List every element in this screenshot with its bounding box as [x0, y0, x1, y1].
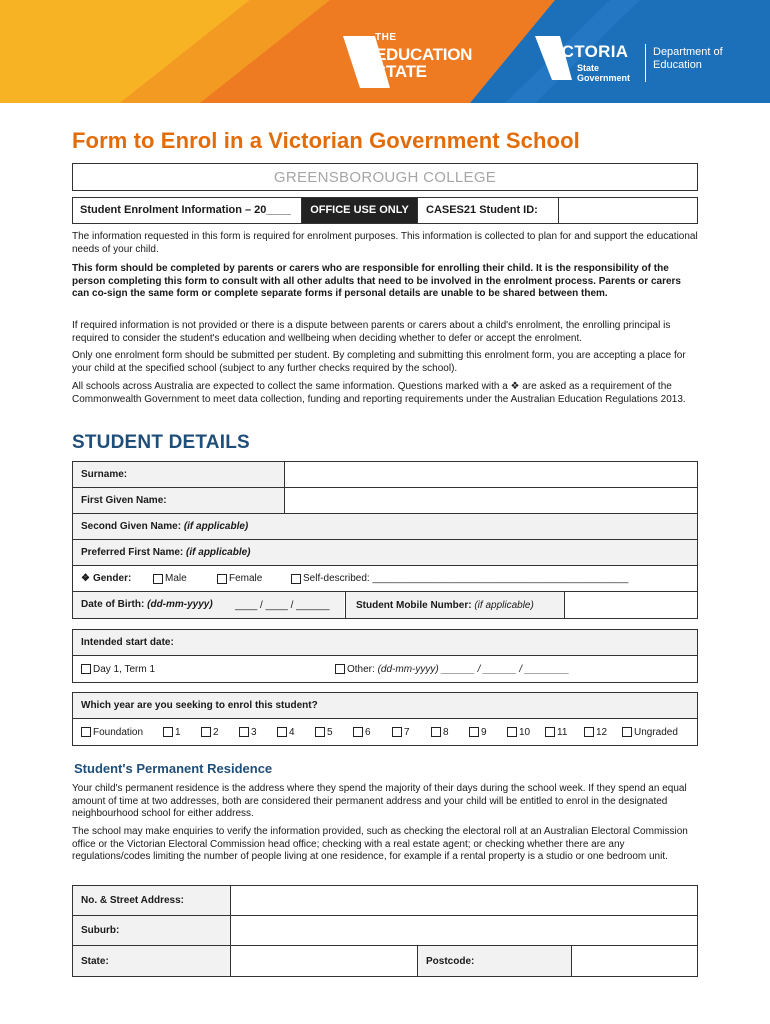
logo-the: THE — [375, 32, 397, 43]
year-level-table — [72, 692, 698, 746]
logo-department: Department of Education — [653, 46, 723, 71]
suburb-label: Suburb: — [81, 925, 120, 936]
victoria-government-logo — [535, 34, 770, 94]
dob-label: Date of Birth: (dd-mm-yyyy) — [73, 592, 344, 618]
year-option-7[interactable] — [392, 719, 410, 745]
first-name-label: First Given Name: — [81, 495, 167, 506]
checkbox-icon[interactable] — [584, 727, 594, 737]
checkbox-icon[interactable] — [469, 727, 479, 737]
gender-male-option[interactable]: Male — [153, 566, 187, 591]
mobile-input[interactable] — [564, 592, 697, 618]
street-input[interactable] — [230, 886, 697, 915]
second-name-label: Second Given Name: (if applicable) — [81, 521, 249, 532]
start-date-label-row — [73, 630, 697, 656]
street-label: No. & Street Address: — [81, 895, 184, 906]
checkbox-icon[interactable] — [201, 727, 211, 737]
year-option-label: 11 — [557, 726, 568, 738]
year-level-options-row — [73, 719, 697, 745]
year-option-label: 2 — [213, 726, 219, 738]
year-option-label: 8 — [443, 726, 449, 738]
logo-divider — [645, 44, 646, 82]
address-table — [72, 885, 698, 977]
cases21-field[interactable] — [559, 198, 697, 223]
header-banner — [0, 0, 770, 103]
checkbox-icon[interactable] — [335, 664, 345, 674]
checkbox-icon[interactable] — [431, 727, 441, 737]
logo-victoria: VICTORIA — [545, 42, 629, 61]
first-name-row — [73, 488, 697, 514]
education-state-logo — [343, 32, 513, 88]
year-option-label: 9 — [481, 726, 487, 738]
year-option-label: 7 — [404, 726, 410, 738]
gender-female-option[interactable]: Female — [217, 566, 262, 591]
checkbox-icon[interactable] — [81, 664, 91, 674]
street-row — [73, 886, 697, 916]
second-name-row[interactable] — [73, 514, 697, 540]
suburb-row — [73, 916, 697, 946]
year-level-question-row — [73, 693, 697, 719]
surname-row — [73, 462, 697, 488]
checkbox-icon[interactable] — [392, 727, 402, 737]
gender-label: ❖ Gender: — [81, 573, 132, 584]
checkbox-icon[interactable] — [81, 727, 91, 737]
residence-heading: Student's Permanent Residence — [74, 761, 273, 776]
postcode-input[interactable] — [571, 946, 697, 976]
checkbox-icon[interactable] — [277, 727, 287, 737]
state-label: State: — [81, 955, 109, 967]
year-option-10[interactable] — [507, 719, 530, 745]
checkbox-icon[interactable] — [217, 574, 227, 584]
year-option-label: 12 — [596, 726, 608, 738]
checkbox-icon[interactable] — [239, 727, 249, 737]
office-use-label: OFFICE USE ONLY — [302, 198, 417, 223]
start-date-table — [72, 629, 698, 683]
intro-paragraph-3: If required information is not provided or there is a dispute between parents or carers about a child's enrolment, the enrolling principal is required to consider the student's education and wellbeing when deciding whether to defer or accept the enrolment. — [72, 320, 671, 344]
state-postcode-row — [73, 946, 697, 976]
preferred-name-row[interactable] — [73, 540, 697, 566]
residence-paragraph-1: Your child's permanent residence is the address where they spend the majority of their days during the school week. If they spend an equal amount of time at two addresses, both are considered their permanent address and your child will be entitled to enrol in the designated neighbourhood school for either address. — [72, 783, 687, 819]
start-day1-option[interactable]: Day 1, Term 1 — [81, 656, 155, 682]
checkbox-icon[interactable] — [315, 727, 325, 737]
enrolment-info-row — [72, 197, 698, 224]
intro-paragraph-1: The information requested in this form is required for enrolment purposes. This information is collected to plan for and support the educational needs of your child. — [72, 231, 698, 255]
dob-input[interactable]: ____ / ____ / ______ — [235, 599, 330, 611]
checkbox-icon[interactable] — [163, 727, 173, 737]
postcode-label: Postcode: — [417, 946, 571, 976]
year-level-question: Which year are you seeking to enrol this student? — [81, 700, 318, 711]
logo-state: STATE — [375, 62, 427, 81]
student-details-heading: STUDENT DETAILS — [72, 432, 250, 453]
first-name-input[interactable] — [284, 488, 697, 513]
intro-paragraph-4: Only one enrolment form should be submitted per student. By completing and submitting this enrolment form, you are accepting a place for your child at the specified school (subject to any further checks required by the school). — [72, 350, 686, 374]
start-other-option[interactable]: Other: (dd-mm-yyyy) ______ / ______ / ________ — [335, 656, 569, 682]
year-option-5[interactable] — [315, 719, 333, 745]
enrolment-year-field[interactable]: Student Enrolment Information – 20____ — [73, 198, 302, 223]
checkbox-icon[interactable] — [291, 574, 301, 584]
residence-paragraph-2: The school may make enquiries to verify the information provided, such as checking the electoral roll at an Australian Electoral Commission office or the Victorian Electoral Commission head office; checking with a real estate agent; or checking whether there are any regulations/codes limiting the number of people living at one residence, for example if a rental property is a studio or one bedroom unit. — [72, 826, 688, 862]
state-input[interactable] — [230, 946, 417, 976]
year-option-foundation[interactable] — [81, 719, 143, 745]
checkbox-icon[interactable] — [622, 727, 632, 737]
suburb-input[interactable] — [230, 916, 697, 945]
year-option-12[interactable] — [584, 719, 607, 745]
year-option-6[interactable] — [353, 719, 371, 745]
year-option-11[interactable] — [545, 719, 567, 745]
student-details-table — [72, 461, 698, 619]
logo-education: EDUCATION — [375, 45, 473, 64]
intro-paragraph-5: All schools across Australia are expected to collect the same information. Questions marked with a ❖ are asked as a requirement of the Commonwealth Government to meet data collection, funding and reporting requirements under the Australian Education Regulations 2013. — [72, 381, 686, 405]
checkbox-icon[interactable] — [153, 574, 163, 584]
checkbox-icon[interactable] — [353, 727, 363, 737]
form-title: Form to Enrol in a Victorian Government School — [72, 128, 580, 153]
surname-input[interactable] — [284, 462, 697, 487]
year-option-label: Ungraded — [634, 726, 678, 738]
year-option-8[interactable] — [431, 719, 449, 745]
year-option-label: 10 — [519, 726, 531, 738]
intro-paragraph-2: This form should be completed by parents or carers who are responsible for enrolling their child. It is the responsibility of the person completing this form to consult with all other adults that need to be involved in the enrolment process. Parents or carers can co-sign the same form or complete separate forms if personal details are unable to be shared between them. — [72, 263, 681, 299]
start-date-options-row — [73, 656, 697, 682]
year-option-label: 5 — [327, 726, 333, 738]
year-option-label: 3 — [251, 726, 257, 738]
year-option-label: Foundation — [93, 726, 144, 738]
year-option-3[interactable] — [239, 719, 257, 745]
year-option-9[interactable] — [469, 719, 487, 745]
logo-state-government: State Government — [577, 63, 631, 83]
school-name: GREENSBOROUGH COLLEGE — [72, 163, 698, 191]
checkbox-icon[interactable] — [545, 727, 555, 737]
gender-row — [73, 566, 697, 592]
year-option-ungraded[interactable] — [622, 719, 678, 745]
year-option-label: 4 — [289, 726, 295, 738]
checkbox-icon[interactable] — [507, 727, 517, 737]
year-option-4[interactable] — [277, 719, 295, 745]
year-option-label: 6 — [365, 726, 371, 738]
dob-row — [73, 592, 697, 618]
year-option-2[interactable] — [201, 719, 219, 745]
preferred-name-label: Preferred First Name: (if applicable) — [81, 547, 251, 558]
year-option-label: 1 — [175, 726, 181, 738]
gender-self-described-option[interactable]: Self-described: ______________________________________________ — [291, 566, 628, 591]
surname-label: Surname: — [81, 469, 128, 480]
year-option-1[interactable] — [163, 719, 181, 745]
mobile-label: Student Mobile Number: (if applicable) — [345, 592, 564, 618]
start-date-label: Intended start date: — [81, 637, 174, 648]
commonwealth-diamond-icon: ❖ — [81, 573, 90, 584]
cases21-label: CASES21 Student ID: — [417, 198, 559, 223]
